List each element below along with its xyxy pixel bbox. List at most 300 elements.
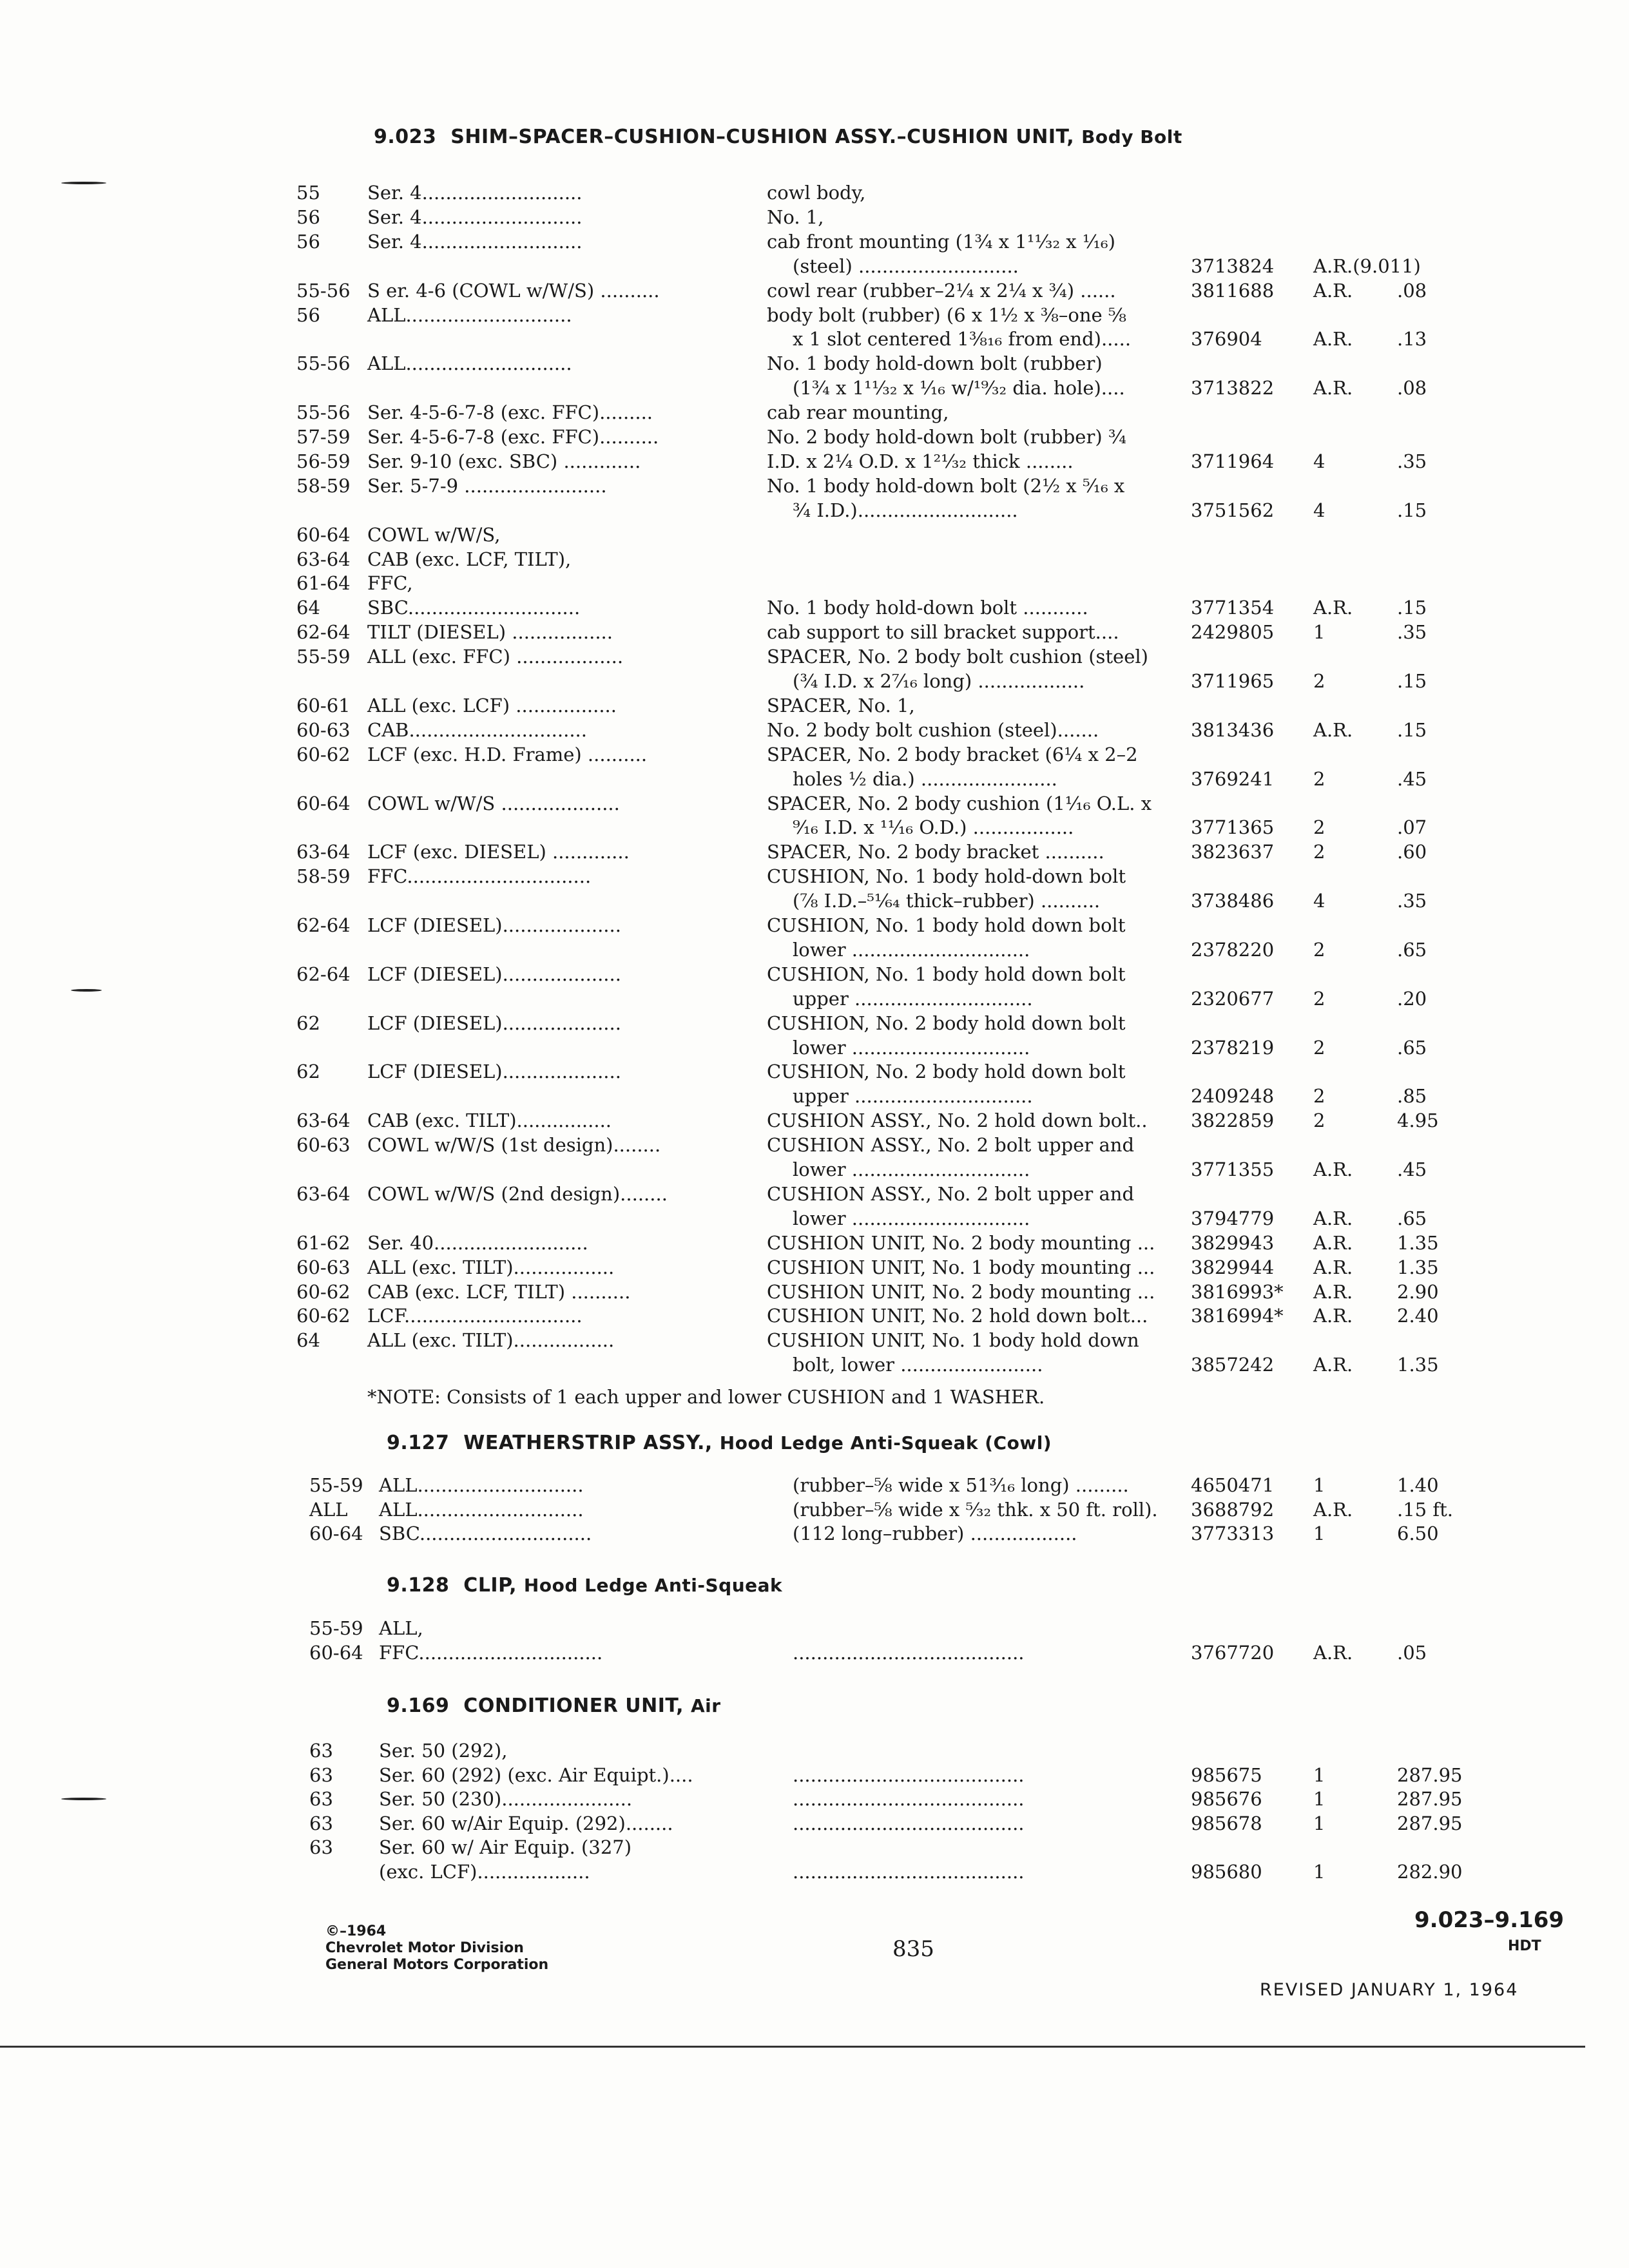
model-cell: ALL (exc. LCF) ................. [367, 694, 617, 716]
group-range: 9.023–9.169 [1414, 1907, 1565, 1933]
part-number-cell: 985680 [1191, 1860, 1262, 1883]
table-row [0, 939, 1629, 965]
price-cell: 2.40 [1397, 1305, 1439, 1327]
price-cell: .15 [1397, 670, 1427, 692]
model-cell: ALL (exc. TILT)................. [367, 1256, 615, 1278]
publisher-block [325, 1923, 548, 1974]
model-cell: Ser. 4-5-6-7-8 (exc. FFC).......... [367, 426, 659, 448]
model-cell: ALL, [379, 1617, 423, 1639]
table-row [0, 1281, 1629, 1307]
price-cell: .65 [1397, 1207, 1427, 1229]
division: Chevrolet Motor Division [325, 1940, 524, 1956]
table-row [0, 768, 1629, 794]
part-number-cell: 3769241 [1191, 767, 1275, 790]
table-row [0, 377, 1629, 403]
table-row [0, 548, 1629, 574]
part-number-cell: 2429805 [1191, 621, 1275, 644]
model-cell: LCF (DIESEL).................... [367, 1012, 621, 1034]
model-cell: Ser. 5-7-9 ........................ [367, 474, 607, 497]
year-cell: 63 [309, 1763, 333, 1786]
table-row [0, 670, 1629, 696]
table-row [0, 1642, 1629, 1667]
year-cell: 60-64 [309, 1523, 363, 1544]
price-cell: 287.95 [1397, 1788, 1463, 1810]
table-row [0, 524, 1629, 550]
year-cell: 60-63 [296, 1256, 351, 1278]
table-row [0, 206, 1629, 232]
quantity-cell: 1 [1313, 1860, 1325, 1883]
description-cell: lower .............................. [793, 1207, 1030, 1229]
model-cell: FFC, [367, 572, 413, 595]
price-cell: 1.40 [1397, 1474, 1439, 1496]
part-number-cell: 3767720 [1191, 1642, 1275, 1664]
table-row [0, 1085, 1629, 1111]
model-cell: LCF.............................. [367, 1305, 583, 1327]
table-row [0, 450, 1629, 476]
section-name: CONDITIONER UNIT, [463, 1695, 684, 1717]
part-number-cell: 2320677 [1191, 987, 1275, 1010]
table-row [0, 1256, 1629, 1282]
year-cell: 64 [296, 597, 320, 619]
quantity-cell: 2 [1313, 938, 1325, 961]
model-cell: LCF (DIESEL).................... [367, 1061, 621, 1083]
section-number: 9.169 [387, 1695, 450, 1717]
year-cell: 62-64 [296, 963, 351, 985]
table-row [0, 1134, 1629, 1160]
table-row [0, 304, 1629, 330]
part-number-cell: 3816993* [1191, 1280, 1284, 1303]
table-row [0, 1836, 1629, 1862]
year-cell: 60-63 [296, 1134, 351, 1157]
year-cell: 64 [296, 1329, 320, 1352]
part-number-cell: 985676 [1191, 1788, 1262, 1810]
year-cell: 62-64 [296, 914, 351, 936]
year-cell: 63 [309, 1788, 333, 1810]
description-cell: ....................................... [793, 1763, 1025, 1786]
model-cell: ALL (exc. TILT)................. [367, 1329, 615, 1352]
description-cell: No. 2 body hold-down bolt (rubber) ¾ [767, 426, 1126, 448]
section-title [387, 1432, 1052, 1454]
model-cell: Ser. 4........................... [367, 206, 583, 228]
quantity-cell: A.R. [1313, 328, 1353, 351]
part-number-cell: 3751562 [1191, 499, 1275, 521]
quantity-cell: 2 [1313, 1085, 1325, 1108]
model-cell: CAB (exc. LCF, TILT), [367, 548, 572, 570]
description-cell: (rubber–⅝ wide x ⁵⁄₃₂ thk. x 50 ft. roll). [793, 1498, 1158, 1521]
year-cell: 63 [309, 1836, 333, 1858]
quantity-cell: A.R. [1313, 1207, 1353, 1229]
model-cell: Ser. 40.......................... [367, 1231, 588, 1254]
price-cell: .15 ft. [1397, 1498, 1453, 1521]
description-cell: CUSHION UNIT, No. 1 body mounting ... [767, 1256, 1155, 1278]
table-row [0, 280, 1629, 305]
table-row [0, 1740, 1629, 1765]
quantity-cell: A.R. [1313, 1256, 1353, 1278]
table-row [0, 1499, 1629, 1524]
table-row [0, 499, 1629, 525]
year-cell: 61-62 [296, 1231, 351, 1254]
year-cell: 63-64 [296, 1110, 351, 1132]
table-row [0, 1812, 1629, 1838]
model-cell: CAB.............................. [367, 718, 587, 741]
table-row [0, 621, 1629, 647]
table-row [0, 865, 1629, 891]
corporation: General Motors Corporation [325, 1957, 549, 1973]
description-cell: (⅞ I.D.–⁵¹⁄₆₄ thick–rubber) .......... [793, 890, 1101, 912]
table-row [0, 1329, 1629, 1355]
description-cell: SPACER, No. 2 body bracket (6¼ x 2–2 [767, 743, 1138, 765]
model-cell: ALL............................ [379, 1498, 584, 1521]
description-cell: CUSHION, No. 1 body hold-down bolt [767, 865, 1126, 888]
quantity-cell: 4 [1313, 499, 1325, 521]
price-cell: .45 [1397, 1158, 1427, 1180]
quantity-cell: 1 [1313, 1812, 1325, 1834]
table-row [0, 816, 1629, 842]
part-number-cell: 3829943 [1191, 1231, 1275, 1254]
part-number-cell: 4650471 [1191, 1474, 1275, 1496]
year-cell: 60-64 [296, 792, 351, 814]
year-cell: 58-59 [296, 474, 351, 497]
year-cell: 56 [296, 303, 320, 326]
description-cell: CUSHION UNIT, No. 2 body mounting ... [767, 1231, 1155, 1254]
section-title [387, 1574, 782, 1597]
description-cell: I.D. x 2¼ O.D. x 1²¹⁄₃₂ thick ........ [767, 450, 1074, 472]
price-cell: .45 [1397, 767, 1427, 790]
part-number-cell: 376904 [1191, 328, 1262, 351]
price-cell: 2.90 [1397, 1280, 1439, 1303]
table-row [0, 719, 1629, 745]
model-cell: CAB (exc. LCF, TILT) .......... [367, 1280, 631, 1303]
description-cell: (rubber–⅝ wide x 51³⁄₁₆ long) ......... [793, 1474, 1129, 1496]
model-cell: Ser. 60 (292) (exc. Air Equipt.).... [379, 1763, 693, 1786]
model-cell: ALL............................ [367, 303, 572, 326]
model-cell: COWL w/W/S .................... [367, 792, 620, 814]
model-cell: CAB (exc. TILT)................ [367, 1110, 612, 1132]
price-cell: .65 [1397, 938, 1427, 961]
description-cell: (112 long–rubber) .................. [793, 1523, 1077, 1544]
part-number-cell: 3773313 [1191, 1523, 1275, 1544]
catalog-code: HDT [1508, 1938, 1541, 1954]
year-cell: 60-62 [296, 1280, 351, 1303]
table-row [0, 328, 1629, 354]
description-cell: ¾ I.D.)........................... [793, 499, 1018, 521]
section-description: Air [690, 1695, 721, 1716]
bottom-rule [0, 2046, 1585, 2048]
table-row [0, 646, 1629, 671]
part-number-cell: 985675 [1191, 1763, 1262, 1786]
model-cell: (exc. LCF)................... [379, 1860, 590, 1883]
price-cell: .15 [1397, 597, 1427, 619]
quantity-cell: A.R. [1313, 1642, 1353, 1664]
section-name: CLIP, [463, 1574, 517, 1597]
quantity-cell: 1 [1313, 1788, 1325, 1810]
part-number-cell: 3711965 [1191, 670, 1275, 692]
quantity-cell: A.R. [1313, 279, 1353, 302]
model-cell: LCF (DIESEL).................... [367, 914, 621, 936]
description-cell: No. 1 body hold-down bolt (2½ x ⁵⁄₁₆ x [767, 474, 1125, 497]
table-row [0, 1764, 1629, 1790]
model-cell: SBC............................. [367, 597, 581, 619]
part-number-cell: 3771365 [1191, 816, 1275, 839]
table-row [0, 1037, 1629, 1062]
part-number-cell: 3822859 [1191, 1110, 1275, 1132]
model-cell: LCF (DIESEL).................... [367, 963, 621, 985]
description-cell: holes ½ dia.) ....................... [793, 767, 1057, 790]
part-number-cell: 2378219 [1191, 1036, 1275, 1059]
section-number: 9.023 [374, 126, 437, 148]
description-cell: cowl rear (rubber–2¼ x 2¼ x ¾) ...... [767, 279, 1116, 302]
description-cell: No. 1, [767, 206, 824, 228]
description-cell: SPACER, No. 2 body bolt cushion (steel) [767, 646, 1148, 668]
table-row [0, 572, 1629, 598]
part-number-cell: 3813436 [1191, 718, 1275, 741]
model-cell: S er. 4-6 (COWL w/W/S) .......... [367, 279, 660, 302]
model-cell: ALL............................ [379, 1474, 584, 1496]
year-cell: 63 [309, 1812, 333, 1834]
description-cell: body bolt (rubber) (6 x 1½ x ⅜–one ⅝ [767, 303, 1127, 326]
price-cell: 4.95 [1397, 1110, 1439, 1132]
description-cell: lower .............................. [793, 1036, 1030, 1059]
year-cell: 55-59 [309, 1617, 363, 1639]
description-cell: lower .............................. [793, 938, 1030, 961]
price-cell: 1.35 [1397, 1354, 1439, 1376]
price-cell: .85 [1397, 1085, 1427, 1108]
year-cell: 57-59 [296, 426, 351, 448]
part-number-cell: 3738486 [1191, 890, 1275, 912]
quantity-cell: A.R. [1313, 1280, 1353, 1303]
description-cell: CUSHION, No. 1 body hold down bolt [767, 914, 1126, 936]
quantity-cell: 2 [1313, 816, 1325, 839]
description-cell: No. 1 body hold-down bolt (rubber) [767, 352, 1103, 375]
description-cell: CUSHION UNIT, No. 2 body mounting ... [767, 1280, 1155, 1303]
description-cell: cab rear mounting, [767, 401, 949, 424]
table-row [0, 1012, 1629, 1038]
quantity-cell: 2 [1313, 987, 1325, 1010]
table-row [0, 1158, 1629, 1184]
part-number-cell: 3771354 [1191, 597, 1275, 619]
price-cell: .65 [1397, 1036, 1427, 1059]
binder-hole-mark [61, 1798, 106, 1800]
description-cell: No. 2 body bolt cushion (steel)....... [767, 718, 1099, 741]
description-cell: CUSHION, No. 2 body hold down bolt [767, 1061, 1126, 1083]
quantity-cell: 1 [1313, 1763, 1325, 1786]
quantity-cell: A.R. [1313, 1305, 1353, 1327]
price-cell: 287.95 [1397, 1812, 1463, 1834]
part-number-cell: 3771355 [1191, 1158, 1275, 1180]
section-description: Hood Ledge Anti-Squeak (Cowl) [719, 1432, 1052, 1454]
model-cell: Ser. 60 w/Air Equip. (292)........ [379, 1812, 673, 1834]
quantity-cell: 1 [1313, 1523, 1325, 1544]
model-cell: Ser. 4........................... [367, 230, 583, 253]
quantity-cell: 4 [1313, 450, 1325, 472]
model-cell: COWL w/W/S, [367, 523, 501, 546]
description-cell: (¾ I.D. x 2⁷⁄₁₆ long) .................. [793, 670, 1085, 692]
table-row [0, 1617, 1629, 1643]
quantity-cell: 1 [1313, 1474, 1325, 1496]
part-number-cell: 3857242 [1191, 1354, 1275, 1376]
price-cell: .05 [1397, 1642, 1427, 1664]
year-cell: 63-64 [296, 1182, 351, 1205]
table-row [0, 597, 1629, 622]
table-row [0, 914, 1629, 940]
part-number-cell: 3811688 [1191, 279, 1275, 302]
table-row [0, 841, 1629, 867]
price-cell: .08 [1397, 279, 1427, 302]
quantity-cell: A.R. [1313, 1158, 1353, 1180]
year-cell: 60-64 [309, 1642, 363, 1664]
quantity-cell: 2 [1313, 1110, 1325, 1132]
year-cell: 62 [296, 1012, 320, 1034]
section-title [387, 1695, 721, 1717]
table-row [0, 1232, 1629, 1258]
quantity-cell: 2 [1313, 670, 1325, 692]
quantity-cell: A.R. [1313, 1498, 1353, 1521]
description-cell: SPACER, No. 1, [767, 694, 915, 716]
year-cell: 60-64 [296, 523, 351, 546]
table-row [0, 231, 1629, 256]
table-row [0, 695, 1629, 720]
description-cell: upper .............................. [793, 1085, 1033, 1108]
part-number-cell: 3794779 [1191, 1207, 1275, 1229]
price-cell: .35 [1397, 450, 1427, 472]
table-row [0, 426, 1629, 452]
year-cell: 60-62 [296, 743, 351, 765]
price-cell: .13 [1397, 328, 1427, 351]
table-row [0, 1305, 1629, 1331]
table-row [0, 1110, 1629, 1135]
year-cell: ALL [309, 1498, 348, 1521]
description-cell: CUSHION ASSY., No. 2 bolt upper and [767, 1134, 1135, 1157]
price-cell: 6.50 [1397, 1523, 1439, 1544]
table-row [0, 1861, 1629, 1887]
description-cell: (1¾ x 1¹¹⁄₃₂ x ⅟₁₆ w/¹⁹⁄₃₂ dia. hole).... [793, 377, 1125, 399]
year-cell: 55-59 [296, 646, 351, 668]
price-cell: 1.35 [1397, 1231, 1439, 1254]
quantity-cell: 4 [1313, 890, 1325, 912]
year-cell: 61-64 [296, 572, 351, 595]
part-number-cell: 3823637 [1191, 841, 1275, 863]
section-name: SHIM–SPACER–CUSHION–CUSHION ASSY.–CUSHION UNIT, [450, 126, 1075, 148]
binder-hole-mark [71, 989, 102, 992]
description-cell: CUSHION UNIT, No. 2 hold down bolt... [767, 1305, 1148, 1327]
model-cell: COWL w/W/S (1st design)........ [367, 1134, 661, 1157]
model-cell: SBC............................. [379, 1523, 592, 1544]
price-cell: 1.35 [1397, 1256, 1439, 1278]
year-cell: 63-64 [296, 841, 351, 863]
section-number: 9.128 [387, 1574, 450, 1597]
description-cell: CUSHION ASSY., No. 2 bolt upper and [767, 1182, 1135, 1205]
year-cell: 55-56 [296, 279, 351, 302]
description-cell: ....................................... [793, 1860, 1025, 1883]
model-cell: LCF (exc. DIESEL) ............. [367, 841, 630, 863]
page-number: 835 [892, 1936, 934, 1962]
revision-date: REVISED JANUARY 1, 1964 [1260, 1980, 1519, 2000]
quantity-cell: A.R. [1313, 597, 1353, 619]
model-cell: TILT (DIESEL) ................. [367, 621, 613, 644]
year-cell: 55-56 [296, 352, 351, 375]
table-row [0, 1354, 1629, 1379]
model-cell: Ser. 9-10 (exc. SBC) ............. [367, 450, 641, 472]
table-row [0, 793, 1629, 818]
table-row [0, 1207, 1629, 1233]
description-cell: cowl body, [767, 182, 866, 204]
binder-hole-mark [61, 182, 106, 184]
model-cell: ALL............................ [367, 352, 572, 375]
copyright: ©–1964 [325, 1923, 387, 1939]
description-cell: x 1 slot centered 1⅜₁₆ from end)..... [793, 328, 1132, 351]
quantity-cell: 2 [1313, 1036, 1325, 1059]
table-row [0, 963, 1629, 989]
part-number-cell: 3816994* [1191, 1305, 1284, 1327]
price-cell: .07 [1397, 816, 1427, 839]
part-number-cell: 3711964 [1191, 450, 1275, 472]
year-cell: 56 [296, 230, 320, 253]
description-cell: (steel) ........................... [793, 255, 1019, 277]
description-cell: cab front mounting (1¾ x 1¹¹⁄₃₂ x ⅟₁₆) [767, 230, 1115, 253]
description-cell: CUSHION ASSY., No. 2 hold down bolt.. [767, 1110, 1148, 1132]
part-number-cell: 2409248 [1191, 1085, 1275, 1108]
year-cell: 60-61 [296, 694, 351, 716]
quantity-cell: A.R.(9.011) [1313, 255, 1421, 277]
part-number-cell: 985678 [1191, 1812, 1262, 1834]
model-cell: Ser. 4........................... [367, 182, 583, 204]
table-row [0, 1183, 1629, 1209]
table-row [0, 1061, 1629, 1086]
quantity-cell: 2 [1313, 767, 1325, 790]
description-cell: CUSHION, No. 1 body hold down bolt [767, 963, 1126, 985]
description-cell: ....................................... [793, 1642, 1025, 1664]
part-number-cell: 3713824 [1191, 255, 1275, 277]
year-cell: 62 [296, 1061, 320, 1083]
section-note: *NOTE: Consists of 1 each upper and lower CUSHION and 1 WASHER. [367, 1386, 1045, 1408]
description-cell: SPACER, No. 2 body cushion (1⅟₁₆ O.L. x [767, 792, 1152, 814]
section-name: WEATHERSTRIP ASSY., [463, 1432, 713, 1454]
model-cell: COWL w/W/S (2nd design)........ [367, 1182, 668, 1205]
model-cell: ALL (exc. FFC) .................. [367, 646, 624, 668]
year-cell: 63-64 [296, 548, 351, 570]
description-cell: No. 1 body hold-down bolt ........... [767, 597, 1088, 619]
description-cell: ....................................... [793, 1788, 1025, 1810]
table-row [0, 890, 1629, 916]
price-cell: 287.95 [1397, 1763, 1463, 1786]
model-cell: Ser. 50 (230)...................... [379, 1788, 633, 1810]
description-cell: SPACER, No. 2 body bracket .......... [767, 841, 1104, 863]
year-cell: 56 [296, 206, 320, 228]
price-cell: .60 [1397, 841, 1427, 863]
year-cell: 63 [309, 1740, 333, 1762]
year-cell: 55-56 [296, 401, 351, 424]
description-cell: bolt, lower ........................ [793, 1354, 1043, 1376]
year-cell: 62-64 [296, 621, 351, 644]
model-cell: Ser. 60 w/ Air Equip. (327) [379, 1836, 632, 1858]
description-cell: ....................................... [793, 1812, 1025, 1834]
quantity-cell: A.R. [1313, 377, 1353, 399]
section-description: Body Bolt [1081, 126, 1182, 148]
model-cell: FFC............................... [379, 1642, 603, 1664]
part-number-cell: 3829944 [1191, 1256, 1275, 1278]
part-number-cell: 3688792 [1191, 1498, 1275, 1521]
year-cell: 55-59 [309, 1474, 363, 1496]
model-cell: LCF (exc. H.D. Frame) .......... [367, 743, 648, 765]
table-row [0, 744, 1629, 769]
section-number: 9.127 [387, 1432, 450, 1454]
table-row [0, 1523, 1629, 1548]
price-cell: .15 [1397, 718, 1427, 741]
table-row [0, 352, 1629, 378]
model-cell: Ser. 50 (292), [379, 1740, 508, 1762]
price-cell: 282.90 [1397, 1860, 1463, 1883]
year-cell: 60-63 [296, 718, 351, 741]
